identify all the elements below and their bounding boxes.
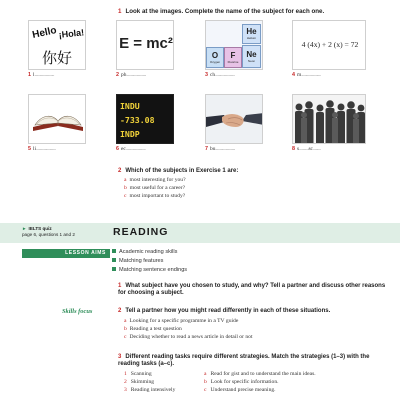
aim-item: Matching features bbox=[112, 258, 163, 264]
hello-word: Hello bbox=[31, 25, 58, 41]
strategy-item: 1 Scanning bbox=[124, 371, 152, 377]
caption-1: 1 l....................... bbox=[28, 72, 54, 78]
caption-4: 4 m....................... bbox=[292, 72, 321, 78]
caption-5: 5 li....................... bbox=[28, 146, 56, 152]
ticker-row-indu: INDU -733.08 bbox=[120, 101, 155, 125]
image-periodic-table bbox=[205, 20, 263, 70]
equation-text: 4 (4x) + 2 (x) = 72 bbox=[301, 40, 359, 49]
exercise-number: 1 bbox=[118, 8, 122, 15]
section-heading: READING bbox=[113, 226, 169, 238]
task-item: a Read for gist and to understand the main ideas. bbox=[204, 371, 316, 377]
image-stock-ticker bbox=[116, 94, 174, 144]
element-tile-fluorine: F Fluorine bbox=[224, 47, 242, 68]
image-crowd bbox=[292, 94, 366, 144]
formula-text: E = mc² bbox=[119, 35, 173, 52]
lesson-aims-label: LESSON AIMS bbox=[22, 249, 110, 258]
question-2: 2 Tell a partner how you might read differently in each of these situations. bbox=[118, 308, 331, 314]
ielts-quiz-reference[interactable]: ► IELTS quiz page 6, questions 1 and 2 bbox=[22, 226, 75, 237]
open-book-icon bbox=[29, 95, 86, 144]
element-tile-helium: He Helium bbox=[242, 24, 261, 44]
element-tile-oxygen: O Oxygen bbox=[206, 47, 224, 68]
exercise-2-option-a: a most interesting for you? bbox=[124, 177, 186, 183]
task-item: b Look for specific information. bbox=[204, 379, 279, 385]
question-3: 3 Different reading tasks require different strategies. Match the strategies (1–3) with the reading tasks (a–c). bbox=[118, 354, 370, 368]
strategy-item: 2 Skimming bbox=[124, 379, 155, 385]
question-2-option-a: a Looking for a specific programme in a TV guide bbox=[124, 318, 239, 324]
exercise-1-instruction: 1 Look at the images. Complete the name of the subject for each one. bbox=[118, 8, 325, 15]
crowd-silhouettes-icon bbox=[293, 95, 366, 144]
aim-item: Academic reading skills bbox=[112, 249, 177, 255]
exercise-2-option-b: b most useful for a career? bbox=[124, 185, 186, 191]
ticker-row-indp: INDP bbox=[120, 129, 140, 139]
exercise-2-option-c: c most important to study? bbox=[124, 193, 186, 199]
caption-6: 6 ec....................... bbox=[116, 146, 146, 152]
exercise-2-instruction: 2 Which of the subjects in Exercise 1 are: bbox=[118, 168, 239, 174]
handshake-icon bbox=[206, 95, 263, 144]
aim-item: Matching sentence endings bbox=[112, 267, 187, 273]
image-maths-equation bbox=[292, 20, 366, 70]
question-1: 1 What subject have you chosen to study, and why? Tell a partner and discuss other reasons for choosing a subject. bbox=[118, 283, 386, 297]
image-languages bbox=[28, 20, 86, 70]
question-2-option-b: b Reading a test question bbox=[124, 326, 182, 332]
element-tile-neon: Ne Neon bbox=[242, 45, 261, 68]
hola-word: ¡Hola! bbox=[58, 27, 85, 40]
task-item: c Understand precise meaning. bbox=[204, 387, 276, 393]
caption-7: 7 bu....................... bbox=[205, 146, 235, 152]
caption-2: 2 ph....................... bbox=[116, 72, 146, 78]
caption-8: 8 s...........sc......... bbox=[292, 146, 321, 152]
caption-3: 3 ch....................... bbox=[205, 72, 235, 78]
image-physics-formula bbox=[116, 20, 174, 70]
strategy-item: 3 Reading intensively bbox=[124, 387, 176, 393]
nihao-word: 你好 bbox=[42, 49, 73, 67]
image-handshake bbox=[205, 94, 263, 144]
skills-focus-label: Skills focus bbox=[62, 308, 93, 315]
question-2-option-c: c Deciding whether to read a news article in detail or not bbox=[124, 334, 253, 340]
image-open-book bbox=[28, 94, 86, 144]
